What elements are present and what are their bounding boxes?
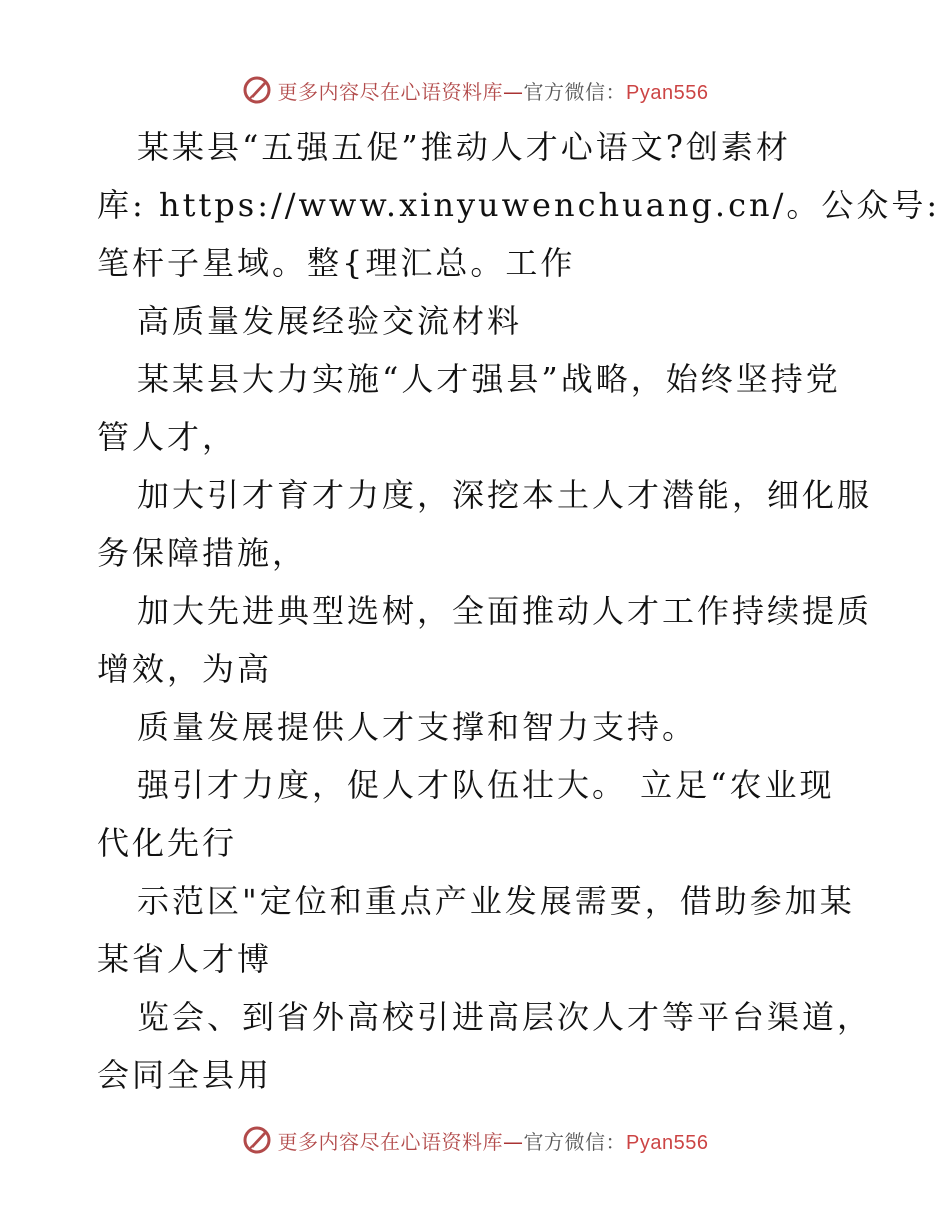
watermark-main-text: 更多内容尽在心语资料库 (277, 79, 504, 104)
watermark-text (278, 76, 709, 105)
paragraph-line: 务保障措施， (97, 534, 308, 572)
quill-pen-logo-icon (242, 75, 272, 105)
document-body (97, 118, 941, 1104)
paragraph-line: 加大先进典型选树，全面推动人才工作持续提质 (137, 592, 873, 630)
header-watermark-banner (0, 70, 950, 110)
watermark-separator: — (503, 79, 524, 104)
watermark-account: Pyan556 (626, 1131, 709, 1154)
watermark-main-text: 更多内容尽在心语资料库 (277, 1129, 504, 1154)
paragraph-line: 示范区"定位和重点产业发展需要，借助参加某 (137, 882, 855, 920)
paragraph-line: 某省人才博 (97, 940, 273, 978)
paragraph-line: 某某县“五强五促”推动人才心语文?创素材 (137, 128, 791, 166)
paragraph-line: 强引才力度，促人才队伍壮大。 立足“农业现 (137, 766, 835, 804)
paragraph-line: 某某县大力实施“人才强县”战略，始终坚持党 (137, 360, 841, 398)
watermark-separator: — (503, 1129, 524, 1154)
paragraph-line: 览会、到省外高校引进高层次人才等平台渠道， (137, 998, 873, 1036)
paragraph-line: 加大引才育才力度，深挖本土人才潜能，细化服 (137, 476, 873, 514)
paragraph-line: 高质量发展经验交流材料 (137, 302, 523, 340)
paragraph-line: 笔杆子星域。整{理汇总。工作 (97, 244, 576, 282)
paragraph-line: 会同全县用 (97, 1056, 273, 1094)
watermark-wechat-label: 官方微信： (523, 79, 627, 104)
paragraph-line: 增效，为高 (97, 650, 273, 688)
footer-watermark-banner (0, 1120, 950, 1160)
paragraph-line: 质量发展提供人才支撑和智力支持。 (137, 708, 698, 746)
watermark-account: Pyan556 (626, 81, 709, 104)
paragraph-line: 代化先行 (97, 824, 238, 862)
watermark-text (278, 1126, 709, 1155)
paragraph-line: 库: https://www.xinyuwenchuang.cn/。公众号: (97, 186, 941, 224)
paragraph-line: 管人才， (97, 418, 238, 456)
quill-pen-logo-icon (242, 1125, 272, 1155)
watermark-wechat-label: 官方微信： (523, 1129, 627, 1154)
